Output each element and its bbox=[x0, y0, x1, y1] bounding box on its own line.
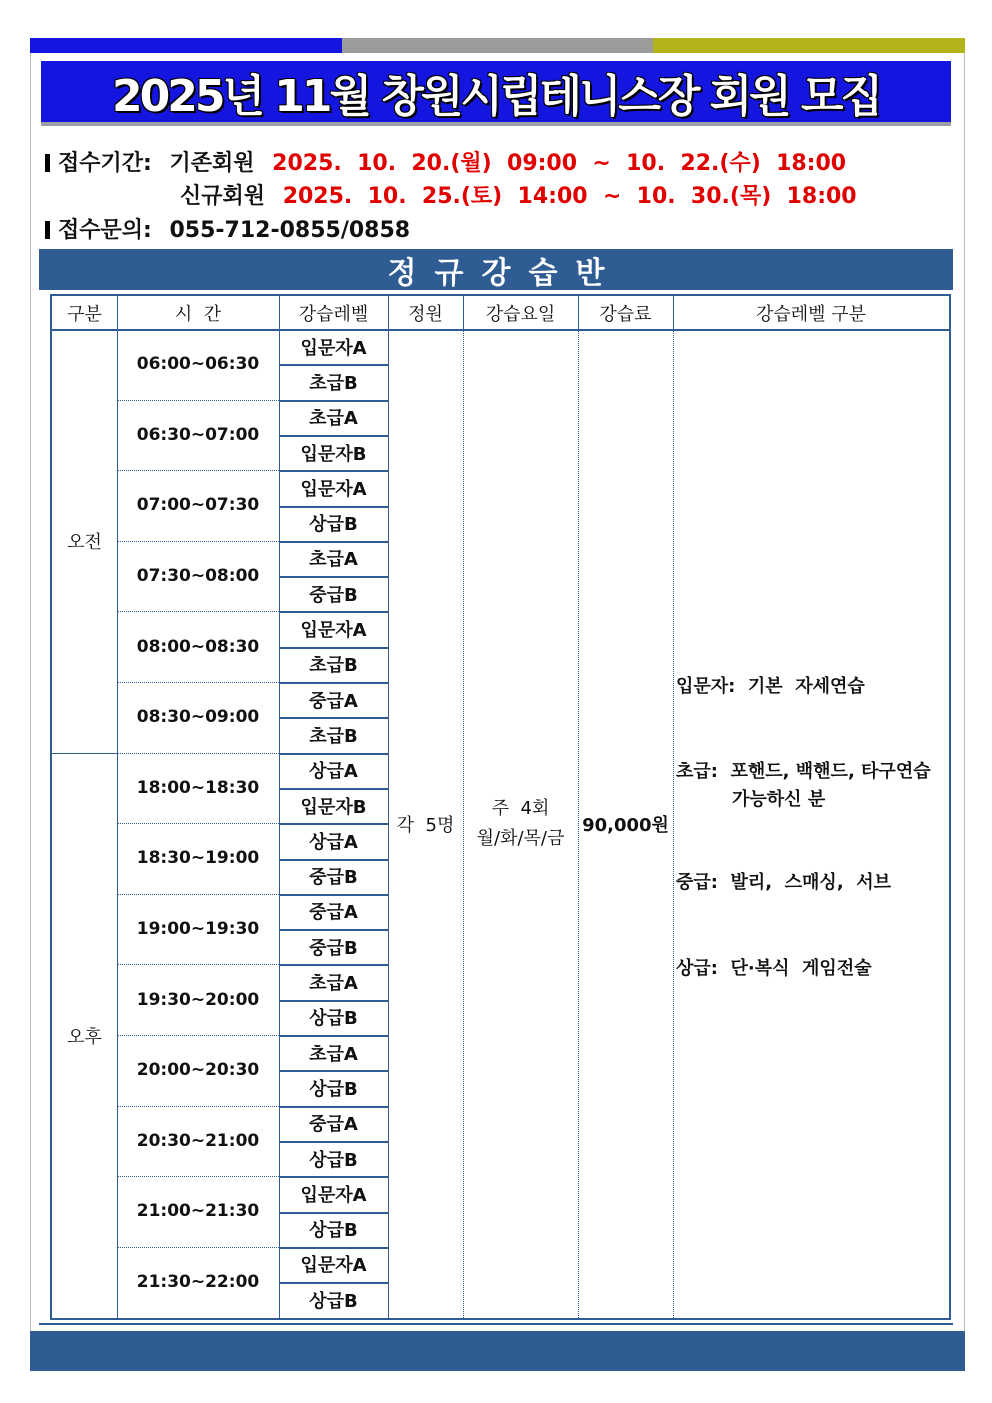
level-a: 입문자A bbox=[300, 620, 367, 642]
days-list: 월/화/목/금 bbox=[476, 827, 565, 849]
reception-period-existing bbox=[45, 146, 846, 177]
slot-divider bbox=[279, 682, 388, 684]
level-b: 중급B bbox=[309, 937, 358, 959]
level-divider bbox=[279, 576, 388, 578]
header-fee: 강습료 bbox=[578, 296, 673, 331]
slot-divider-dotted bbox=[117, 823, 279, 824]
slot-divider bbox=[279, 470, 388, 472]
level-b: 상급B bbox=[309, 1290, 358, 1312]
time-slot: 19:30~20:00 bbox=[136, 989, 260, 1010]
desc-novice: 초급: 포핸드, 백핸드, 타구연습 bbox=[676, 761, 931, 782]
level-b: 초급B bbox=[309, 725, 358, 747]
new-member-label: 신규회원 bbox=[180, 184, 266, 209]
fee-value: 90,000원 bbox=[582, 814, 669, 836]
page-title: 2025년 11월 창원시립테니스장 회원 모집 bbox=[111, 70, 881, 122]
inquiry-label: 접수문의: bbox=[58, 218, 152, 243]
slot-divider-dotted bbox=[117, 1035, 279, 1036]
slot-divider bbox=[279, 541, 388, 543]
time-slot: 06:00~06:30 bbox=[136, 354, 260, 375]
slot-divider bbox=[279, 823, 388, 825]
division-afternoon: 오후 bbox=[67, 1026, 102, 1048]
level-divider bbox=[279, 364, 388, 366]
slot-divider-dotted bbox=[117, 611, 279, 612]
desc-intermediate: 중급: 발리, 스매싱, 서브 bbox=[676, 872, 891, 893]
top-color-bar bbox=[30, 38, 965, 53]
level-divider bbox=[279, 506, 388, 508]
top-bar-blue bbox=[30, 38, 342, 53]
level-b: 입문자B bbox=[300, 796, 367, 818]
desc-novice-cont: 가능하신 분 bbox=[732, 789, 826, 810]
time-slot: 19:00~19:30 bbox=[136, 919, 260, 940]
col-divider bbox=[673, 296, 674, 329]
level-divider bbox=[279, 717, 388, 719]
top-bar-olive bbox=[653, 38, 965, 53]
level-divider bbox=[279, 1141, 388, 1143]
level-b: 초급B bbox=[309, 655, 358, 677]
capacity-value: 각 5명 bbox=[396, 814, 455, 836]
col-divider-dotted bbox=[673, 329, 674, 1318]
level-a: 초급A bbox=[309, 408, 358, 430]
days-value bbox=[463, 329, 578, 1318]
division-morning: 오전 bbox=[67, 532, 102, 553]
time-slot: 08:30~09:00 bbox=[136, 707, 260, 728]
time-slot: 07:00~07:30 bbox=[136, 495, 260, 516]
slot-divider-dotted bbox=[117, 470, 279, 471]
time-slot: 20:00~20:30 bbox=[136, 1060, 260, 1081]
new-member-date: 2025. 10. 25.(토) 14:00 ~ 10. 30.(목) 18:00 bbox=[282, 184, 857, 209]
inquiry-phone: 055-712-0855/0858 bbox=[169, 218, 411, 243]
bottom-rule bbox=[39, 1323, 953, 1325]
section-title: 정규강습반 bbox=[387, 255, 623, 291]
time-slot: 21:30~22:00 bbox=[136, 1272, 260, 1293]
level-b: 상급B bbox=[309, 1149, 358, 1171]
slot-divider-dotted bbox=[117, 541, 279, 542]
header-level-desc: 강습레벨 구분 bbox=[673, 296, 949, 331]
header-capacity: 정원 bbox=[388, 296, 463, 331]
slot-divider bbox=[279, 1035, 388, 1037]
header-time: 시 간 bbox=[117, 296, 279, 331]
level-divider bbox=[279, 1000, 388, 1002]
bullet-bar-icon bbox=[45, 221, 50, 239]
slot-divider-dotted bbox=[117, 894, 279, 895]
slot-divider-dotted bbox=[117, 753, 279, 754]
slot-divider bbox=[279, 894, 388, 896]
time-slot: 06:30~07:00 bbox=[136, 424, 260, 445]
reception-period-new bbox=[180, 179, 857, 210]
slot-divider-dotted bbox=[117, 964, 279, 965]
slot-divider-dotted bbox=[117, 1106, 279, 1107]
top-bar-gray bbox=[342, 38, 654, 53]
level-a: 입문자A bbox=[300, 1184, 367, 1206]
level-b: 상급B bbox=[309, 1078, 358, 1100]
level-b: 상급B bbox=[309, 514, 358, 536]
level-a: 중급A bbox=[309, 690, 358, 712]
slot-divider bbox=[279, 1247, 388, 1249]
time-slot: 18:00~18:30 bbox=[136, 777, 260, 798]
level-divider bbox=[279, 788, 388, 790]
desc-beginner: 입문자: 기본 자세연습 bbox=[676, 676, 865, 697]
slot-divider bbox=[279, 753, 388, 755]
time-slot: 08:00~08:30 bbox=[136, 636, 260, 657]
level-a: 중급A bbox=[309, 902, 358, 924]
level-divider bbox=[279, 647, 388, 649]
inquiry bbox=[45, 213, 410, 244]
level-b: 입문자B bbox=[300, 443, 367, 465]
bottom-bar bbox=[30, 1331, 965, 1371]
existing-member-label: 기존회원 bbox=[169, 151, 255, 176]
level-a: 입문자A bbox=[300, 1255, 367, 1277]
bullet-bar-icon bbox=[45, 154, 50, 172]
level-b: 상급B bbox=[309, 1220, 358, 1242]
level-divider bbox=[279, 435, 388, 437]
level-a: 입문자A bbox=[300, 337, 367, 359]
header-level: 강습레벨 bbox=[279, 296, 388, 331]
days-per-week: 주 4회 bbox=[491, 797, 550, 819]
level-b: 상급B bbox=[309, 1008, 358, 1030]
desc-advanced: 상급: 단·복식 게임전술 bbox=[676, 958, 872, 979]
schedule-table bbox=[50, 294, 951, 1320]
col-divider bbox=[578, 296, 579, 329]
title-banner bbox=[41, 61, 951, 126]
slot-divider-dotted bbox=[117, 1247, 279, 1248]
level-a: 입문자A bbox=[300, 478, 367, 500]
level-divider bbox=[279, 859, 388, 861]
time-slot: 21:00~21:30 bbox=[136, 1201, 260, 1222]
slot-divider-dotted bbox=[117, 682, 279, 683]
level-divider bbox=[279, 929, 388, 931]
level-divider bbox=[279, 1070, 388, 1072]
slot-divider-dotted bbox=[117, 400, 279, 401]
existing-member-date: 2025. 10. 20.(월) 09:00 ~ 10. 22.(수) 18:00 bbox=[272, 151, 847, 176]
level-a: 초급A bbox=[309, 549, 358, 571]
level-a: 중급A bbox=[309, 1114, 358, 1136]
section-header bbox=[39, 249, 953, 290]
slot-divider bbox=[279, 1106, 388, 1108]
reception-label: 접수기간: bbox=[58, 151, 152, 176]
level-a: 초급A bbox=[309, 973, 358, 995]
level-a: 상급A bbox=[309, 831, 358, 853]
header-division: 구분 bbox=[52, 296, 117, 331]
slot-divider bbox=[279, 964, 388, 966]
slot-divider bbox=[279, 611, 388, 613]
level-divider bbox=[279, 1212, 388, 1214]
slot-divider bbox=[279, 1176, 388, 1178]
time-slot: 07:30~08:00 bbox=[136, 566, 260, 587]
level-a: 초급A bbox=[309, 1043, 358, 1065]
level-b: 초급B bbox=[309, 372, 358, 394]
header-days: 강습요일 bbox=[463, 296, 578, 331]
col-divider bbox=[463, 296, 464, 329]
time-slot: 18:30~19:00 bbox=[136, 848, 260, 869]
slot-divider bbox=[279, 400, 388, 402]
slot-divider-dotted bbox=[117, 1176, 279, 1177]
level-a: 상급A bbox=[309, 761, 358, 783]
time-slot: 20:30~21:00 bbox=[136, 1130, 260, 1151]
level-divider bbox=[279, 1282, 388, 1284]
level-b: 중급B bbox=[309, 584, 358, 606]
level-b: 중급B bbox=[309, 867, 358, 889]
